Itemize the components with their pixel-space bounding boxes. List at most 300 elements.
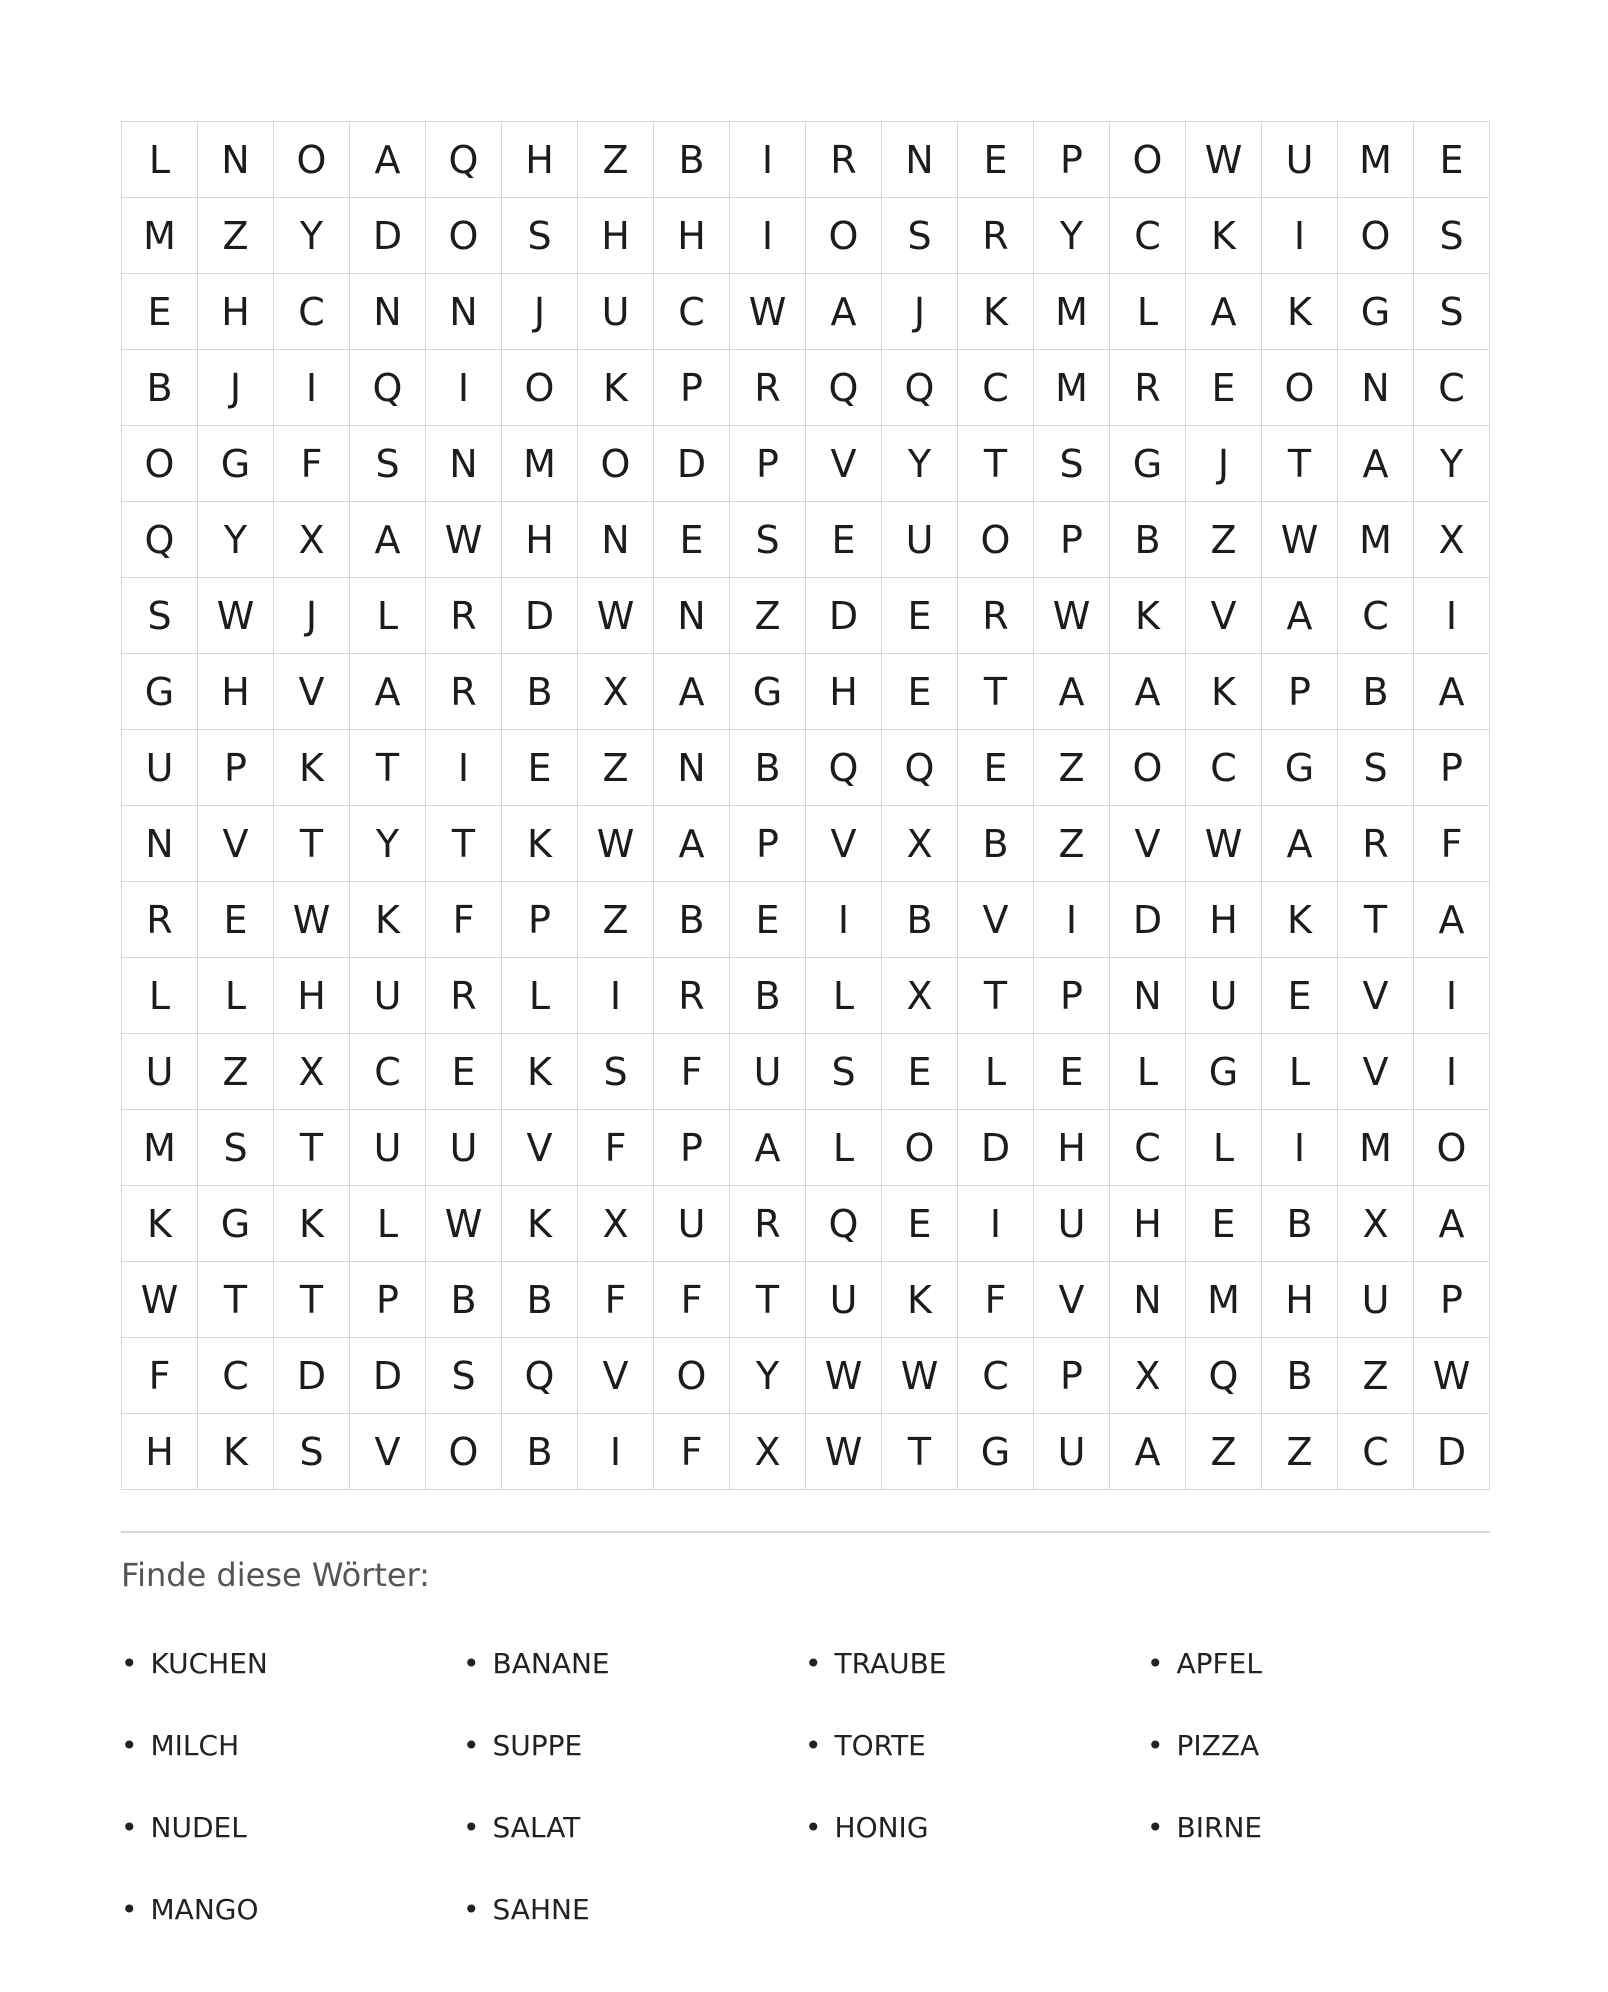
- grid-cell[interactable]: D: [350, 1338, 426, 1414]
- grid-cell[interactable]: R: [426, 578, 502, 654]
- grid-cell[interactable]: U: [730, 1034, 806, 1110]
- grid-cell[interactable]: L: [502, 958, 578, 1034]
- grid-cell[interactable]: M: [1338, 122, 1414, 198]
- grid-cell[interactable]: R: [426, 958, 502, 1034]
- grid-cell[interactable]: A: [654, 654, 730, 730]
- grid-cell[interactable]: Q: [806, 350, 882, 426]
- grid-cell[interactable]: O: [882, 1110, 958, 1186]
- grid-cell[interactable]: G: [1338, 274, 1414, 350]
- grid-cell[interactable]: R: [122, 882, 198, 958]
- grid-cell[interactable]: H: [502, 502, 578, 578]
- grid-cell[interactable]: Z: [1186, 1414, 1262, 1490]
- grid-cell[interactable]: N: [122, 806, 198, 882]
- grid-cell[interactable]: K: [274, 730, 350, 806]
- grid-cell[interactable]: S: [1338, 730, 1414, 806]
- grid-cell[interactable]: S: [198, 1110, 274, 1186]
- grid-cell[interactable]: W: [1034, 578, 1110, 654]
- grid-cell[interactable]: E: [502, 730, 578, 806]
- grid-cell[interactable]: Z: [1338, 1338, 1414, 1414]
- grid-cell[interactable]: K: [350, 882, 426, 958]
- grid-cell[interactable]: N: [1338, 350, 1414, 426]
- grid-cell[interactable]: E: [654, 502, 730, 578]
- grid-cell[interactable]: A: [1186, 274, 1262, 350]
- grid-cell[interactable]: P: [1262, 654, 1338, 730]
- grid-cell[interactable]: B: [426, 1262, 502, 1338]
- grid-cell[interactable]: U: [122, 730, 198, 806]
- grid-cell[interactable]: K: [502, 1186, 578, 1262]
- grid-cell[interactable]: V: [502, 1110, 578, 1186]
- grid-cell[interactable]: F: [654, 1414, 730, 1490]
- grid-cell[interactable]: T: [274, 1110, 350, 1186]
- grid-cell[interactable]: B: [502, 1262, 578, 1338]
- grid-cell[interactable]: L: [1262, 1034, 1338, 1110]
- grid-cell[interactable]: Q: [882, 350, 958, 426]
- grid-cell[interactable]: E: [806, 502, 882, 578]
- grid-cell[interactable]: Z: [578, 730, 654, 806]
- grid-cell[interactable]: K: [882, 1262, 958, 1338]
- grid-cell[interactable]: T: [426, 806, 502, 882]
- grid-cell[interactable]: A: [730, 1110, 806, 1186]
- grid-cell[interactable]: G: [1110, 426, 1186, 502]
- grid-cell[interactable]: B: [654, 122, 730, 198]
- grid-cell[interactable]: O: [1262, 350, 1338, 426]
- grid-cell[interactable]: A: [1338, 426, 1414, 502]
- grid-cell[interactable]: Z: [1262, 1414, 1338, 1490]
- grid-cell[interactable]: B: [958, 806, 1034, 882]
- grid-cell[interactable]: B: [654, 882, 730, 958]
- grid-cell[interactable]: V: [958, 882, 1034, 958]
- grid-cell[interactable]: O: [1110, 122, 1186, 198]
- grid-cell[interactable]: J: [274, 578, 350, 654]
- grid-cell[interactable]: I: [806, 882, 882, 958]
- grid-cell[interactable]: G: [1262, 730, 1338, 806]
- grid-cell[interactable]: O: [654, 1338, 730, 1414]
- grid-cell[interactable]: R: [958, 578, 1034, 654]
- grid-cell[interactable]: U: [350, 958, 426, 1034]
- grid-cell[interactable]: V: [806, 806, 882, 882]
- grid-cell[interactable]: K: [198, 1414, 274, 1490]
- grid-cell[interactable]: V: [1338, 958, 1414, 1034]
- grid-cell[interactable]: V: [578, 1338, 654, 1414]
- grid-cell[interactable]: G: [958, 1414, 1034, 1490]
- grid-cell[interactable]: W: [426, 502, 502, 578]
- grid-cell[interactable]: Y: [1414, 426, 1490, 502]
- grid-cell[interactable]: C: [958, 1338, 1034, 1414]
- grid-cell[interactable]: I: [578, 1414, 654, 1490]
- grid-cell[interactable]: Z: [578, 122, 654, 198]
- grid-cell[interactable]: E: [1262, 958, 1338, 1034]
- grid-cell[interactable]: N: [426, 426, 502, 502]
- grid-cell[interactable]: E: [198, 882, 274, 958]
- grid-cell[interactable]: P: [1034, 502, 1110, 578]
- grid-cell[interactable]: A: [350, 122, 426, 198]
- grid-cell[interactable]: F: [654, 1262, 730, 1338]
- grid-cell[interactable]: D: [274, 1338, 350, 1414]
- grid-cell[interactable]: V: [806, 426, 882, 502]
- grid-cell[interactable]: R: [1110, 350, 1186, 426]
- grid-cell[interactable]: D: [1414, 1414, 1490, 1490]
- grid-cell[interactable]: U: [1186, 958, 1262, 1034]
- grid-cell[interactable]: T: [274, 1262, 350, 1338]
- grid-cell[interactable]: W: [1186, 122, 1262, 198]
- grid-cell[interactable]: L: [1110, 1034, 1186, 1110]
- grid-cell[interactable]: X: [882, 958, 958, 1034]
- grid-cell[interactable]: C: [274, 274, 350, 350]
- grid-cell[interactable]: E: [426, 1034, 502, 1110]
- grid-cell[interactable]: L: [806, 958, 882, 1034]
- grid-cell[interactable]: N: [198, 122, 274, 198]
- grid-cell[interactable]: W: [1414, 1338, 1490, 1414]
- grid-cell[interactable]: K: [502, 806, 578, 882]
- grid-cell[interactable]: P: [502, 882, 578, 958]
- grid-cell[interactable]: V: [274, 654, 350, 730]
- grid-cell[interactable]: O: [274, 122, 350, 198]
- grid-cell[interactable]: Q: [806, 1186, 882, 1262]
- grid-cell[interactable]: U: [1034, 1186, 1110, 1262]
- grid-cell[interactable]: I: [1034, 882, 1110, 958]
- grid-cell[interactable]: D: [502, 578, 578, 654]
- grid-cell[interactable]: U: [426, 1110, 502, 1186]
- grid-cell[interactable]: Q: [1186, 1338, 1262, 1414]
- grid-cell[interactable]: Q: [806, 730, 882, 806]
- grid-cell[interactable]: D: [806, 578, 882, 654]
- grid-cell[interactable]: M: [122, 198, 198, 274]
- grid-cell[interactable]: I: [578, 958, 654, 1034]
- grid-cell[interactable]: O: [426, 198, 502, 274]
- grid-cell[interactable]: B: [1110, 502, 1186, 578]
- grid-cell[interactable]: Z: [198, 1034, 274, 1110]
- grid-cell[interactable]: A: [1262, 578, 1338, 654]
- grid-cell[interactable]: U: [806, 1262, 882, 1338]
- grid-cell[interactable]: S: [122, 578, 198, 654]
- grid-cell[interactable]: O: [502, 350, 578, 426]
- grid-cell[interactable]: Q: [502, 1338, 578, 1414]
- grid-cell[interactable]: R: [654, 958, 730, 1034]
- grid-cell[interactable]: B: [730, 730, 806, 806]
- grid-cell[interactable]: D: [350, 198, 426, 274]
- grid-cell[interactable]: E: [1034, 1034, 1110, 1110]
- grid-cell[interactable]: R: [730, 1186, 806, 1262]
- grid-cell[interactable]: S: [1034, 426, 1110, 502]
- grid-cell[interactable]: X: [1110, 1338, 1186, 1414]
- grid-cell[interactable]: M: [122, 1110, 198, 1186]
- grid-cell[interactable]: Y: [350, 806, 426, 882]
- grid-cell[interactable]: A: [1414, 654, 1490, 730]
- grid-cell[interactable]: F: [578, 1110, 654, 1186]
- grid-cell[interactable]: Q: [350, 350, 426, 426]
- grid-cell[interactable]: I: [1414, 578, 1490, 654]
- grid-cell[interactable]: H: [502, 122, 578, 198]
- grid-cell[interactable]: E: [730, 882, 806, 958]
- grid-cell[interactable]: N: [654, 578, 730, 654]
- grid-cell[interactable]: W: [1262, 502, 1338, 578]
- grid-cell[interactable]: K: [1186, 198, 1262, 274]
- grid-cell[interactable]: C: [1110, 198, 1186, 274]
- grid-cell[interactable]: M: [1338, 502, 1414, 578]
- grid-cell[interactable]: K: [958, 274, 1034, 350]
- grid-cell[interactable]: W: [274, 882, 350, 958]
- grid-cell[interactable]: Y: [882, 426, 958, 502]
- grid-cell[interactable]: F: [578, 1262, 654, 1338]
- grid-cell[interactable]: L: [350, 578, 426, 654]
- grid-cell[interactable]: A: [806, 274, 882, 350]
- grid-cell[interactable]: S: [426, 1338, 502, 1414]
- grid-cell[interactable]: M: [1034, 274, 1110, 350]
- grid-cell[interactable]: I: [1262, 198, 1338, 274]
- grid-cell[interactable]: W: [578, 578, 654, 654]
- grid-cell[interactable]: H: [1034, 1110, 1110, 1186]
- grid-cell[interactable]: P: [1034, 958, 1110, 1034]
- grid-cell[interactable]: L: [1110, 274, 1186, 350]
- grid-cell[interactable]: L: [122, 122, 198, 198]
- grid-cell[interactable]: H: [198, 654, 274, 730]
- grid-cell[interactable]: N: [882, 122, 958, 198]
- grid-cell[interactable]: K: [578, 350, 654, 426]
- grid-cell[interactable]: A: [1414, 882, 1490, 958]
- grid-cell[interactable]: O: [426, 1414, 502, 1490]
- grid-cell[interactable]: A: [1110, 1414, 1186, 1490]
- grid-cell[interactable]: Z: [1034, 806, 1110, 882]
- grid-cell[interactable]: P: [1414, 730, 1490, 806]
- grid-cell[interactable]: G: [198, 1186, 274, 1262]
- grid-cell[interactable]: Y: [730, 1338, 806, 1414]
- grid-cell[interactable]: W: [122, 1262, 198, 1338]
- grid-cell[interactable]: W: [578, 806, 654, 882]
- grid-cell[interactable]: E: [882, 654, 958, 730]
- grid-cell[interactable]: I: [1414, 1034, 1490, 1110]
- grid-cell[interactable]: I: [730, 198, 806, 274]
- grid-cell[interactable]: R: [730, 350, 806, 426]
- grid-cell[interactable]: H: [274, 958, 350, 1034]
- grid-cell[interactable]: E: [882, 1034, 958, 1110]
- grid-cell[interactable]: K: [1110, 578, 1186, 654]
- grid-cell[interactable]: U: [1262, 122, 1338, 198]
- grid-cell[interactable]: C: [198, 1338, 274, 1414]
- grid-cell[interactable]: I: [426, 730, 502, 806]
- grid-cell[interactable]: I: [1262, 1110, 1338, 1186]
- grid-cell[interactable]: U: [122, 1034, 198, 1110]
- grid-cell[interactable]: U: [578, 274, 654, 350]
- grid-cell[interactable]: L: [1186, 1110, 1262, 1186]
- grid-cell[interactable]: E: [122, 274, 198, 350]
- grid-cell[interactable]: C: [350, 1034, 426, 1110]
- grid-cell[interactable]: S: [578, 1034, 654, 1110]
- grid-cell[interactable]: A: [350, 654, 426, 730]
- grid-cell[interactable]: U: [1338, 1262, 1414, 1338]
- grid-cell[interactable]: R: [806, 122, 882, 198]
- grid-cell[interactable]: O: [958, 502, 1034, 578]
- grid-cell[interactable]: C: [1186, 730, 1262, 806]
- grid-cell[interactable]: Z: [730, 578, 806, 654]
- grid-cell[interactable]: F: [122, 1338, 198, 1414]
- grid-cell[interactable]: K: [1262, 274, 1338, 350]
- grid-cell[interactable]: C: [958, 350, 1034, 426]
- grid-cell[interactable]: B: [1338, 654, 1414, 730]
- grid-cell[interactable]: R: [426, 654, 502, 730]
- grid-cell[interactable]: W: [198, 578, 274, 654]
- grid-cell[interactable]: Y: [274, 198, 350, 274]
- grid-cell[interactable]: U: [350, 1110, 426, 1186]
- grid-cell[interactable]: L: [350, 1186, 426, 1262]
- grid-cell[interactable]: O: [806, 198, 882, 274]
- grid-cell[interactable]: O: [578, 426, 654, 502]
- grid-cell[interactable]: N: [654, 730, 730, 806]
- grid-cell[interactable]: J: [1186, 426, 1262, 502]
- grid-cell[interactable]: W: [426, 1186, 502, 1262]
- grid-cell[interactable]: V: [1338, 1034, 1414, 1110]
- grid-cell[interactable]: H: [654, 198, 730, 274]
- grid-cell[interactable]: Q: [426, 122, 502, 198]
- grid-cell[interactable]: Y: [198, 502, 274, 578]
- grid-cell[interactable]: X: [578, 654, 654, 730]
- grid-cell[interactable]: Q: [122, 502, 198, 578]
- grid-cell[interactable]: B: [1262, 1338, 1338, 1414]
- grid-cell[interactable]: K: [1262, 882, 1338, 958]
- grid-cell[interactable]: A: [1110, 654, 1186, 730]
- grid-cell[interactable]: R: [1338, 806, 1414, 882]
- grid-cell[interactable]: E: [1186, 350, 1262, 426]
- grid-cell[interactable]: H: [198, 274, 274, 350]
- grid-cell[interactable]: T: [882, 1414, 958, 1490]
- grid-cell[interactable]: Z: [1034, 730, 1110, 806]
- grid-cell[interactable]: D: [654, 426, 730, 502]
- grid-cell[interactable]: T: [730, 1262, 806, 1338]
- grid-cell[interactable]: T: [198, 1262, 274, 1338]
- grid-cell[interactable]: V: [1186, 578, 1262, 654]
- grid-cell[interactable]: F: [1414, 806, 1490, 882]
- grid-cell[interactable]: J: [882, 274, 958, 350]
- grid-cell[interactable]: N: [426, 274, 502, 350]
- grid-cell[interactable]: Z: [1186, 502, 1262, 578]
- grid-cell[interactable]: S: [806, 1034, 882, 1110]
- grid-cell[interactable]: T: [1262, 426, 1338, 502]
- grid-cell[interactable]: S: [1414, 198, 1490, 274]
- grid-cell[interactable]: P: [654, 350, 730, 426]
- grid-cell[interactable]: Z: [578, 882, 654, 958]
- grid-cell[interactable]: M: [1338, 1110, 1414, 1186]
- grid-cell[interactable]: H: [578, 198, 654, 274]
- grid-cell[interactable]: F: [274, 426, 350, 502]
- grid-cell[interactable]: P: [1414, 1262, 1490, 1338]
- grid-cell[interactable]: V: [1110, 806, 1186, 882]
- grid-cell[interactable]: J: [198, 350, 274, 426]
- grid-cell[interactable]: O: [1414, 1110, 1490, 1186]
- grid-cell[interactable]: E: [882, 1186, 958, 1262]
- grid-cell[interactable]: S: [1414, 274, 1490, 350]
- grid-cell[interactable]: X: [578, 1186, 654, 1262]
- grid-cell[interactable]: L: [806, 1110, 882, 1186]
- grid-cell[interactable]: T: [958, 654, 1034, 730]
- grid-cell[interactable]: M: [502, 426, 578, 502]
- grid-cell[interactable]: C: [1338, 1414, 1414, 1490]
- grid-cell[interactable]: H: [1262, 1262, 1338, 1338]
- grid-cell[interactable]: S: [502, 198, 578, 274]
- grid-cell[interactable]: H: [122, 1414, 198, 1490]
- grid-cell[interactable]: N: [1110, 1262, 1186, 1338]
- grid-cell[interactable]: B: [122, 350, 198, 426]
- grid-cell[interactable]: T: [1338, 882, 1414, 958]
- grid-cell[interactable]: U: [1034, 1414, 1110, 1490]
- grid-cell[interactable]: X: [274, 1034, 350, 1110]
- grid-cell[interactable]: I: [1414, 958, 1490, 1034]
- grid-cell[interactable]: I: [426, 350, 502, 426]
- grid-cell[interactable]: B: [882, 882, 958, 958]
- grid-cell[interactable]: F: [654, 1034, 730, 1110]
- grid-cell[interactable]: G: [730, 654, 806, 730]
- grid-cell[interactable]: V: [198, 806, 274, 882]
- grid-cell[interactable]: G: [122, 654, 198, 730]
- grid-cell[interactable]: F: [958, 1262, 1034, 1338]
- grid-cell[interactable]: C: [1110, 1110, 1186, 1186]
- grid-cell[interactable]: Y: [1034, 198, 1110, 274]
- grid-cell[interactable]: C: [1414, 350, 1490, 426]
- grid-cell[interactable]: G: [1186, 1034, 1262, 1110]
- grid-cell[interactable]: S: [730, 502, 806, 578]
- grid-cell[interactable]: U: [654, 1186, 730, 1262]
- grid-cell[interactable]: N: [578, 502, 654, 578]
- grid-cell[interactable]: P: [730, 806, 806, 882]
- grid-cell[interactable]: L: [122, 958, 198, 1034]
- grid-cell[interactable]: E: [882, 578, 958, 654]
- grid-cell[interactable]: T: [274, 806, 350, 882]
- grid-cell[interactable]: U: [882, 502, 958, 578]
- grid-cell[interactable]: M: [1186, 1262, 1262, 1338]
- grid-cell[interactable]: D: [1110, 882, 1186, 958]
- grid-cell[interactable]: K: [122, 1186, 198, 1262]
- grid-cell[interactable]: B: [1262, 1186, 1338, 1262]
- grid-cell[interactable]: R: [958, 198, 1034, 274]
- grid-cell[interactable]: L: [198, 958, 274, 1034]
- grid-cell[interactable]: G: [198, 426, 274, 502]
- grid-cell[interactable]: L: [958, 1034, 1034, 1110]
- grid-cell[interactable]: I: [958, 1186, 1034, 1262]
- grid-cell[interactable]: H: [1186, 882, 1262, 958]
- grid-cell[interactable]: O: [1338, 198, 1414, 274]
- grid-cell[interactable]: H: [1110, 1186, 1186, 1262]
- grid-cell[interactable]: D: [958, 1110, 1034, 1186]
- grid-cell[interactable]: A: [1034, 654, 1110, 730]
- grid-cell[interactable]: V: [1034, 1262, 1110, 1338]
- grid-cell[interactable]: E: [958, 730, 1034, 806]
- grid-cell[interactable]: Q: [882, 730, 958, 806]
- grid-cell[interactable]: X: [882, 806, 958, 882]
- grid-cell[interactable]: T: [350, 730, 426, 806]
- grid-cell[interactable]: W: [882, 1338, 958, 1414]
- grid-cell[interactable]: P: [350, 1262, 426, 1338]
- grid-cell[interactable]: S: [882, 198, 958, 274]
- grid-cell[interactable]: N: [350, 274, 426, 350]
- grid-cell[interactable]: C: [1338, 578, 1414, 654]
- grid-cell[interactable]: W: [1186, 806, 1262, 882]
- grid-cell[interactable]: H: [806, 654, 882, 730]
- grid-cell[interactable]: M: [1034, 350, 1110, 426]
- grid-cell[interactable]: A: [1262, 806, 1338, 882]
- grid-cell[interactable]: V: [350, 1414, 426, 1490]
- grid-cell[interactable]: N: [1110, 958, 1186, 1034]
- grid-cell[interactable]: Z: [198, 198, 274, 274]
- grid-cell[interactable]: P: [198, 730, 274, 806]
- grid-cell[interactable]: W: [730, 274, 806, 350]
- grid-cell[interactable]: W: [806, 1414, 882, 1490]
- grid-cell[interactable]: W: [806, 1338, 882, 1414]
- grid-cell[interactable]: O: [122, 426, 198, 502]
- grid-cell[interactable]: X: [1338, 1186, 1414, 1262]
- grid-cell[interactable]: E: [1414, 122, 1490, 198]
- grid-cell[interactable]: A: [350, 502, 426, 578]
- grid-cell[interactable]: E: [1186, 1186, 1262, 1262]
- grid-cell[interactable]: K: [502, 1034, 578, 1110]
- grid-cell[interactable]: K: [274, 1186, 350, 1262]
